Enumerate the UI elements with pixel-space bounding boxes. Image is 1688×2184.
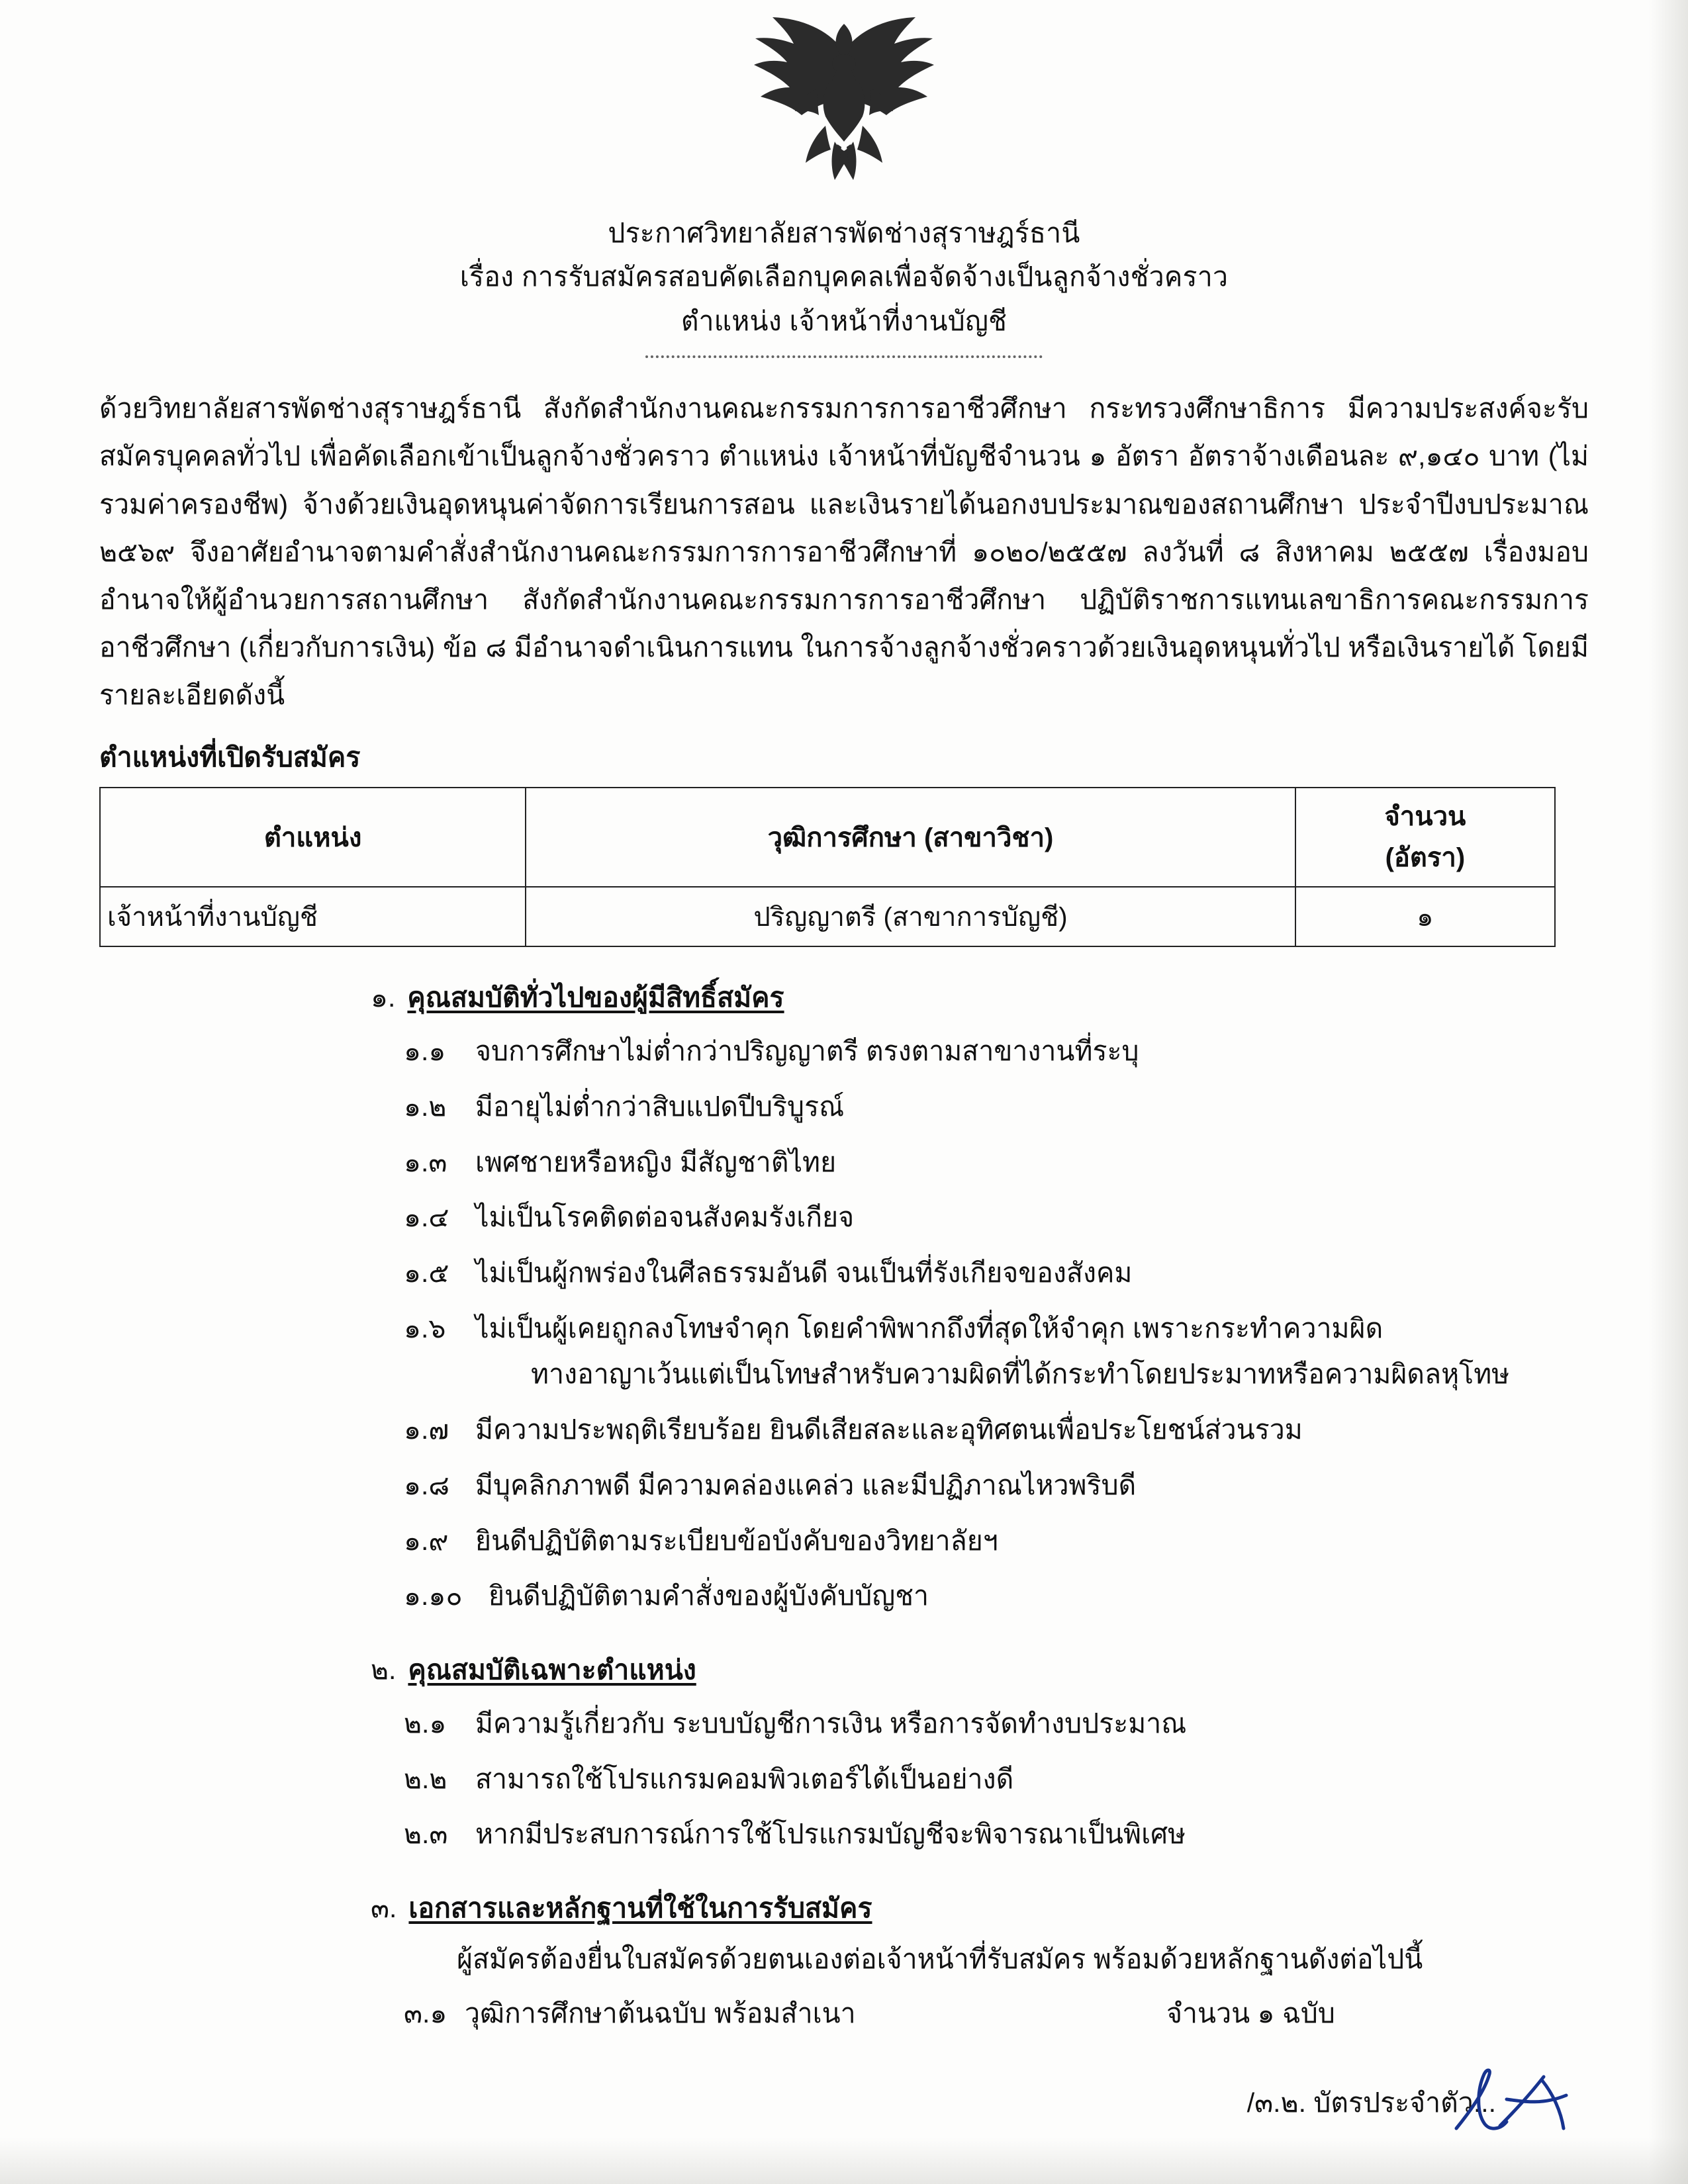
item-number: ๑.๘ xyxy=(404,1469,450,1500)
section-2-number: ๒. xyxy=(371,1654,397,1685)
section-2-title: คุณสมบัติเฉพาะตำแหน่ง xyxy=(408,1654,696,1685)
item-number: ๒.๒ xyxy=(404,1763,447,1794)
section-3-intro: ผู้สมัครต้องยื่นใบสมัครด้วยตนเองต่อเจ้าหน้าที่รับสมัคร พร้อมด้วยหลักฐานดังต่อไปนี้ xyxy=(457,1943,1423,1974)
column-header-position: ตำแหน่ง xyxy=(100,788,526,887)
positions-table xyxy=(99,787,1556,947)
signature-mark xyxy=(1443,2065,1589,2144)
item-number: ๑.๒ xyxy=(404,1091,447,1122)
section-documents xyxy=(0,1887,1688,2035)
item-number: ๑.๕ xyxy=(404,1257,449,1289)
list-item xyxy=(404,1407,1688,1453)
item-number: ๑.๔ xyxy=(404,1202,449,1233)
item-number: ๑.๗ xyxy=(404,1414,449,1445)
section-1-heading xyxy=(371,976,1688,1019)
emblem-container xyxy=(0,0,1688,194)
column-header-amount-line1: จำนวน xyxy=(1384,802,1466,832)
list-item xyxy=(404,1250,1688,1297)
item-number: ๑.๙ xyxy=(404,1525,449,1556)
item-text: สามารถใช้โปรแกรมคอมพิวเตอร์ได้เป็นอย่างดี xyxy=(475,1763,1014,1794)
table-row xyxy=(100,887,1555,946)
cell-amount: ๑ xyxy=(1295,887,1555,946)
list-item xyxy=(404,1306,1688,1398)
section-2-heading xyxy=(371,1649,1688,1692)
section-1-items xyxy=(0,1028,1688,1619)
footer-continuation-note: /๓.๒. บัตรประจำตัว... xyxy=(1246,2087,1496,2118)
item-text-line1: ไม่เป็นผู้เคยถูกลงโทษจำคุก โดยคำพิพากถึงที่สุดให้จำคุก เพราะกระทำความผิด xyxy=(475,1312,1383,1343)
list-item xyxy=(404,1140,1688,1186)
garuda-emblem xyxy=(738,12,950,191)
item-text: มีอายุไม่ต่ำกว่าสิบแปดปีบริบูรณ์ xyxy=(475,1091,845,1122)
document-header xyxy=(0,211,1688,358)
list-item xyxy=(404,1573,1688,1619)
section-qualifications-specific xyxy=(0,1649,1688,1858)
section-1-title: คุณสมบัติทั่วไปของผู้มีสิทธิ์สมัคร xyxy=(407,982,784,1013)
list-item xyxy=(404,1518,1688,1565)
item-text: เพศชายหรือหญิง มีสัญชาติไทย xyxy=(475,1146,837,1177)
column-header-amount-line2: (อัตรา) xyxy=(1385,843,1466,873)
item-text: จบการศึกษาไม่ต่ำกว่าปริญญาตรี ตรงตามสาขางานที่ระบุ xyxy=(475,1036,1139,1067)
document-row-number: ๓.๑ xyxy=(404,1997,447,2028)
document-row xyxy=(404,1992,1688,2035)
section-3-number: ๓. xyxy=(371,1892,397,1923)
item-text-line2: ทางอาญาเว้นแต่เป็นโทษสำหรับความผิดที่ได้กระทำโดยประมาทหรือความผิดลหุโทษ xyxy=(531,1359,1510,1390)
item-text: มีบุคลิกภาพดี มีความคล่องแคล่ว และมีปฏิภาณไหวพริบดี xyxy=(475,1469,1137,1500)
header-line-1: ประกาศวิทยาลัยสารพัดช่างสุราษฎร์ธานี xyxy=(608,218,1080,248)
section-qualifications-general xyxy=(0,976,1688,1619)
scan-edge-bottom xyxy=(0,2138,1688,2184)
item-number: ๑.๖ xyxy=(404,1312,446,1343)
item-number: ๒.๑ xyxy=(404,1707,447,1739)
list-item xyxy=(404,1463,1688,1509)
list-item xyxy=(404,1701,1688,1747)
header-line-3: ตำแหน่ง เจ้าหน้าที่งานบัญชี xyxy=(680,305,1008,336)
item-number: ๑.๑๐ xyxy=(404,1580,463,1612)
item-text: หากมีประสบการณ์การใช้โปรแกรมบัญชีจะพิจารณาเป็นพิเศษ xyxy=(475,1819,1186,1850)
list-item xyxy=(404,1195,1688,1241)
cell-education: ปริญญาตรี (สาขาการบัญชี) xyxy=(526,887,1295,946)
item-text: มีความประพฤติเรียบร้อย ยินดีเสียสละและอุทิศตนเพื่อประโยชน์ส่วนรวม xyxy=(475,1414,1303,1445)
document-row-label: วุฒิการศึกษาต้นฉบับ พร้อมสำเนา xyxy=(465,1997,856,2028)
cell-position: เจ้าหน้าที่งานบัญชี xyxy=(100,887,526,946)
column-header-education: วุฒิการศึกษา (สาขาวิชา) xyxy=(526,788,1295,887)
list-item xyxy=(404,1811,1688,1858)
item-number: ๑.๑ xyxy=(404,1036,446,1067)
intro-paragraph: ด้วยวิทยาลัยสารพัดช่างสุราษฎร์ธานี สังกัดสำนักงานคณะกรรมการการอาชีวศึกษา กระทรวงศึกษาธิการ มีความประสงค์จะรับสมัครบุคคลทั่วไป เพื่อคัดเลือกเข้าเป็นลูกจ้างชั่วคราว ตำแหน่ง เจ้าหน้าที่บัญชีจำนวน ๑ อัตรา อัตราจ้างเดือนละ ๙,๑๔๐ บาท (ไม่รวมค่าครองชีพ) จ้างด้วยเงินอุดหนุนค่าจัดการเรียนการสอน และเงินรายได้นอกงบประมาณของสถานศึกษา ประจำปีงบประมาณ ๒๕๖๙ จึงอาศัยอำนาจตามคำสั่งสำนักงานคณะกรรมการการอาชีวศึกษาที่ ๑๐๒๐/๒๕๕๗ ลงวันที่ ๘ สิงหาคม ๒๕๕๗ เรื่องมอบอำนาจให้ผู้อำนวยการสถานศึกษา สังกัดสำนักงานคณะกรรมการการอาชีวศึกษา ปฏิบัติราชการแทนเลขาธิการคณะกรรมการอาชีวศึกษา (เกี่ยวกับการเงิน) ข้อ ๘ มีอำนาจดำเนินการแทน ในการจ้างลูกจ้างชั่วคราวด้วยเงินอุดหนุนทั่วไป หรือเงินรายได้ โดยมีรายละเอียดดังนี้ xyxy=(99,393,1589,711)
intro-paragraph-block xyxy=(99,385,1589,719)
column-header-amount xyxy=(1295,788,1555,887)
list-item xyxy=(404,1028,1688,1075)
section-2-items xyxy=(0,1701,1688,1858)
list-item xyxy=(404,1756,1688,1803)
section-3-title: เอกสารและหลักฐานที่ใช้ในการรับสมัคร xyxy=(408,1892,872,1923)
item-text: ไม่เป็นผู้กพร่องในศีลธรรมอันดี จนเป็นที่รังเกียจของสังคม xyxy=(475,1257,1133,1289)
table-header-row xyxy=(100,788,1555,887)
item-text: มีความรู้เกี่ยวกับ ระบบบัญชีการเงิน หรือการจัดทำงบประมาณ xyxy=(475,1707,1187,1739)
header-line-2: เรื่อง การรับสมัครสอบคัดเลือกบุคคลเพื่อจัดจ้างเป็นลูกจ้างชั่วคราว xyxy=(459,261,1229,293)
document-row-count: จำนวน ๑ ฉบับ xyxy=(1166,1997,1335,2028)
section-3-heading xyxy=(371,1887,1688,1930)
item-number: ๑.๓ xyxy=(404,1146,447,1177)
list-item xyxy=(404,1084,1688,1130)
item-text: ยินดีปฏิบัติตามระเบียบข้อบังคับของวิทยาลัยฯ xyxy=(475,1525,998,1556)
item-number: ๒.๓ xyxy=(404,1819,448,1850)
item-text xyxy=(475,1306,1688,1398)
item-text: ยินดีปฏิบัติตามคำสั่งของผู้บังคับบัญชา xyxy=(489,1580,929,1612)
dotted-divider xyxy=(645,355,1043,358)
item-text: ไม่เป็นโรคติดต่อจนสังคมรังเกียจ xyxy=(475,1202,855,1233)
table-heading: ตำแหน่งที่เปิดรับสมัคร xyxy=(99,742,361,773)
section-1-number: ๑. xyxy=(371,982,396,1013)
